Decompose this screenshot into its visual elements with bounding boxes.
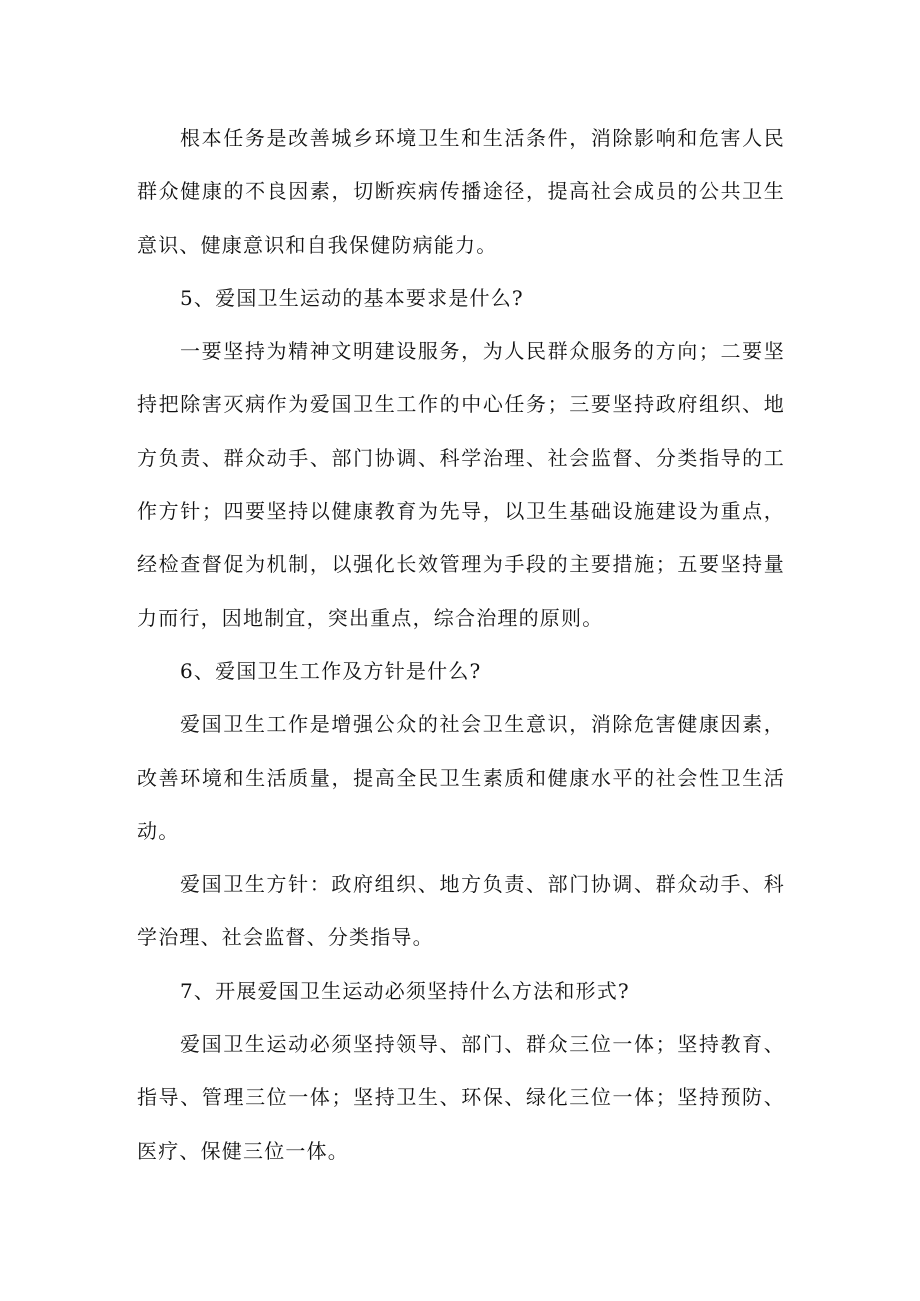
question-5-heading: 5、爱国卫生运动的基本要求是什么? <box>180 285 524 310</box>
question-7-heading: 7、开展爱国卫生运动必须坚持什么方法和形式? <box>180 978 630 1003</box>
paragraph-task: 根本任务是改善城乡环境卫生和生活条件，消除影响和危害人民群众健康的不良因素，切断疾病传播途径，提高社会成员的公共卫生意识、健康意识和自我保健防病能力。 <box>137 126 785 257</box>
document-body <box>137 112 785 1178</box>
question-6-heading: 6、爱国卫生工作及方针是什么? <box>180 658 482 683</box>
paragraph-policy: 爱国卫生方针：政府组织、地方负责、部门协调、群众动手、科学治理、社会监督、分类指导。 <box>137 872 785 950</box>
paragraph-work-definition: 爱国卫生工作是增强公众的社会卫生意识，消除危害健康因素，改善环境和生活质量，提高全民卫生素质和健康水平的社会性卫生活动。 <box>137 712 785 843</box>
paragraph-methods: 爱国卫生运动必须坚持领导、部门、群众三位一体；坚持教育、指导、管理三位一体；坚持卫生、环保、绿化三位一体；坚持预防、医疗、保健三位一体。 <box>137 1032 785 1163</box>
paragraph-basic-requirements: 一要坚持为精神文明建设服务，为人民群众服务的方向；二要坚持把除害灭病作为爱国卫生工作的中心任务；三要坚持政府组织、地方负责、群众动手、部门协调、科学治理、社会监督、分类指导的工作方针；四要坚持以健康教育为先导，以卫生基础设施建设为重点，经检查督促为机制，以强化长效管理为手段的主要措施；五要坚持量力而行，因地制宜，突出重点，综合治理的原则。 <box>137 339 785 630</box>
